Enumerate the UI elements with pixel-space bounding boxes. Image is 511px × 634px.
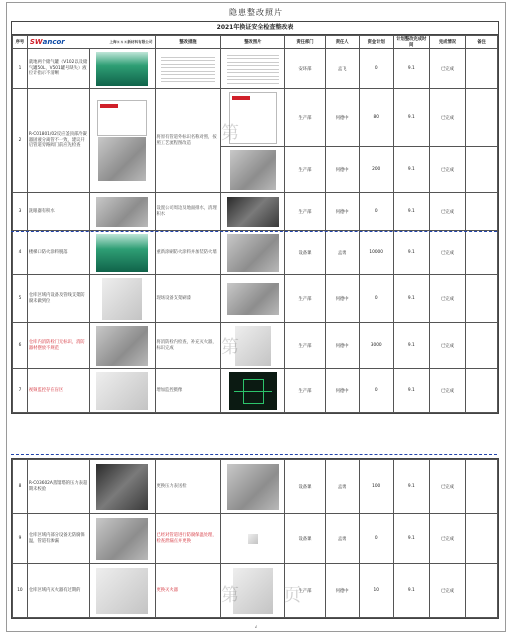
hazard-text: 洗眼器有积水	[27, 193, 89, 231]
due-date: 9.1	[393, 231, 429, 275]
hazard-photo	[89, 193, 155, 231]
measure-text: 更换压力表送检	[155, 460, 221, 514]
budget: 0	[359, 369, 393, 413]
sheet-title: 2021年换证安全检查整改表	[12, 22, 498, 35]
table-row	[13, 323, 498, 369]
measure-photo	[221, 275, 285, 323]
measure-text: 将原有管道外标识名称对照，按照工艺流程图改造	[155, 89, 221, 193]
table-row	[13, 460, 498, 514]
measure-photo	[221, 514, 285, 564]
dept: 生产部	[285, 147, 325, 193]
status: 已完成	[429, 460, 465, 514]
rectification-table-lower	[11, 458, 499, 619]
col-header-dept: 责任部门	[285, 36, 325, 49]
rectification-table-continued	[12, 459, 498, 618]
measure-text: 现场设备支架刷漆	[155, 275, 221, 323]
budget: 100	[359, 460, 393, 514]
page-footer-mark: ↲	[254, 624, 258, 629]
budget: 3000	[359, 323, 393, 369]
note	[466, 147, 498, 193]
hazard-photo	[89, 49, 155, 89]
person: 何德中	[325, 275, 359, 323]
col-header-measure: 整改措施	[155, 36, 221, 49]
hazard-text: R-C03602A蒸馏塔的压力表超期未校验	[27, 460, 89, 514]
due-date: 9.1	[393, 89, 429, 147]
note	[466, 514, 498, 564]
hazard-text: R-C01801/02反应釜顶部冷凝器固液分离管不一致，建议开启管道旁路阀门前应先检查	[27, 89, 89, 193]
status: 已完成	[429, 49, 465, 89]
measure-photo	[221, 147, 285, 193]
note	[466, 323, 498, 369]
status: 已完成	[429, 231, 465, 275]
watermark-text: 页	[283, 585, 301, 606]
due-date: 9.1	[393, 564, 429, 618]
person: 孟勇	[325, 460, 359, 514]
status: 已完成	[429, 275, 465, 323]
dept: 设备课	[285, 460, 325, 514]
col-header-note: 备注	[466, 36, 498, 49]
table-row	[13, 231, 498, 275]
col-header-due: 计划整改完成时间	[393, 36, 429, 49]
due-date: 9.1	[393, 49, 429, 89]
note	[466, 49, 498, 89]
hazard-photo	[89, 460, 155, 514]
due-date: 9.1	[393, 323, 429, 369]
document-title: 隐患整改照片	[229, 8, 283, 17]
due-date: 9.1	[393, 275, 429, 323]
table-row	[13, 49, 498, 89]
note	[466, 193, 498, 231]
watermark-text: 第	[221, 123, 239, 144]
row-no: 8	[13, 460, 28, 514]
status: 已完成	[429, 147, 465, 193]
note	[466, 564, 498, 618]
company-logo: SWancor 上海ｘｘｘ新材料有限公司	[29, 38, 153, 46]
budget: 200	[359, 147, 393, 193]
col-header-person: 责任人	[325, 36, 359, 49]
status: 已完成	[429, 89, 465, 147]
dept: 生产部	[285, 193, 325, 231]
row-no: 7	[13, 369, 28, 413]
hazard-text: 仓库区域内灭火器有过期的	[27, 564, 89, 618]
person: 何德中	[325, 323, 359, 369]
hazard-photo	[89, 514, 155, 564]
table-row	[13, 89, 498, 147]
status: 已完成	[429, 193, 465, 231]
status: 已完成	[429, 564, 465, 618]
due-date: 9.1	[393, 514, 429, 564]
row-no: 1	[13, 49, 28, 89]
person: 孟勇	[325, 514, 359, 564]
dept: 生产部	[285, 369, 325, 413]
note	[466, 231, 498, 275]
table-row	[13, 193, 498, 231]
row-no: 4	[13, 231, 28, 275]
measure-text: 增加监控摄像	[155, 369, 221, 413]
hazard-text: 仓库区域内设备及管线支架防腐未做到位	[27, 275, 89, 323]
person: 何德中	[325, 369, 359, 413]
table-row	[13, 564, 498, 618]
person: 何德中	[325, 193, 359, 231]
budget: 0	[359, 193, 393, 231]
watermark-text: 第	[221, 337, 239, 358]
document-page	[6, 2, 506, 632]
measure-photo	[221, 193, 285, 231]
row-no: 6	[13, 323, 28, 369]
hazard-photo	[89, 369, 155, 413]
hazard-photo	[89, 89, 155, 193]
hazard-text: 楼梯口防火涂料脱落	[27, 231, 89, 275]
note	[466, 89, 498, 147]
budget: 0	[359, 514, 393, 564]
budget: 10000	[359, 231, 393, 275]
col-header-logo	[27, 36, 155, 49]
hazard-photo	[89, 564, 155, 618]
page-break-line	[11, 231, 497, 232]
measure-text: 重新涂刷防火涂料并加装防火墙	[155, 231, 221, 275]
dept: 安环部	[285, 49, 325, 89]
rectification-table	[12, 35, 498, 413]
hazard-photo	[89, 231, 155, 275]
table-row	[13, 514, 498, 564]
measure-photo	[221, 369, 285, 413]
note	[466, 275, 498, 323]
dept: 生产部	[285, 564, 325, 618]
status: 已完成	[429, 323, 465, 369]
dept: 生产部	[285, 89, 325, 147]
hazard-text: 就地两个储气罐（V102以及储气罐50L、V501罐号缺失）液位计指示不清晰	[27, 49, 89, 89]
note	[466, 460, 498, 514]
due-date: 9.1	[393, 369, 429, 413]
measure-text: 已经对管道进行防腐保温处理，检查泄漏点并更换	[155, 514, 221, 564]
due-date: 9.1	[393, 147, 429, 193]
row-no: 10	[13, 564, 28, 618]
row-no: 2	[13, 89, 28, 193]
measure-photo	[221, 460, 285, 514]
hazard-text: 仓库区域内部分设备无防腐保温，管道有渗漏	[27, 514, 89, 564]
person: 孟飞	[325, 49, 359, 89]
note	[466, 369, 498, 413]
measure-text: 设置公司周边及地面排水，清理积水	[155, 193, 221, 231]
due-date: 9.1	[393, 460, 429, 514]
status: 已完成	[429, 514, 465, 564]
due-date: 9.1	[393, 193, 429, 231]
hazard-text: 视频监控存在盲区	[27, 369, 89, 413]
measure-text: 更换灭火器	[155, 564, 221, 618]
hazard-photo	[89, 323, 155, 369]
dept: 生产部	[285, 275, 325, 323]
measure-text	[155, 49, 221, 89]
budget: 0	[359, 275, 393, 323]
person: 何德中	[325, 147, 359, 193]
hazard-text: 仓库内消防栓门无标识，消防器材摆放不规范	[27, 323, 89, 369]
person: 何德中	[325, 564, 359, 618]
measure-text: 将消防栓内检查，补充灭火器，标识完成	[155, 323, 221, 369]
row-no: 3	[13, 193, 28, 231]
row-no: 9	[13, 514, 28, 564]
dept: 设备课	[285, 514, 325, 564]
rectification-table-upper	[11, 21, 499, 414]
status: 已完成	[429, 369, 465, 413]
budget: 0	[359, 49, 393, 89]
person: 孟勇	[325, 231, 359, 275]
dept: 设备课	[285, 231, 325, 275]
budget: 80	[359, 89, 393, 147]
table-row	[13, 369, 498, 413]
dept: 生产部	[285, 323, 325, 369]
measure-photo	[221, 231, 285, 275]
table-row	[13, 275, 498, 323]
budget: 10	[359, 564, 393, 618]
col-header-status: 完成情况	[429, 36, 465, 49]
measure-photo	[221, 49, 285, 89]
col-header-no: 序号	[13, 36, 28, 49]
col-header-measure-photo: 整改照片	[221, 36, 285, 49]
watermark-text: 第	[221, 585, 239, 606]
person: 何德中	[325, 89, 359, 147]
page-break-line	[11, 454, 497, 455]
row-no: 5	[13, 275, 28, 323]
hazard-photo	[89, 275, 155, 323]
col-header-budget: 资金计划	[359, 36, 393, 49]
header-row	[13, 36, 498, 49]
